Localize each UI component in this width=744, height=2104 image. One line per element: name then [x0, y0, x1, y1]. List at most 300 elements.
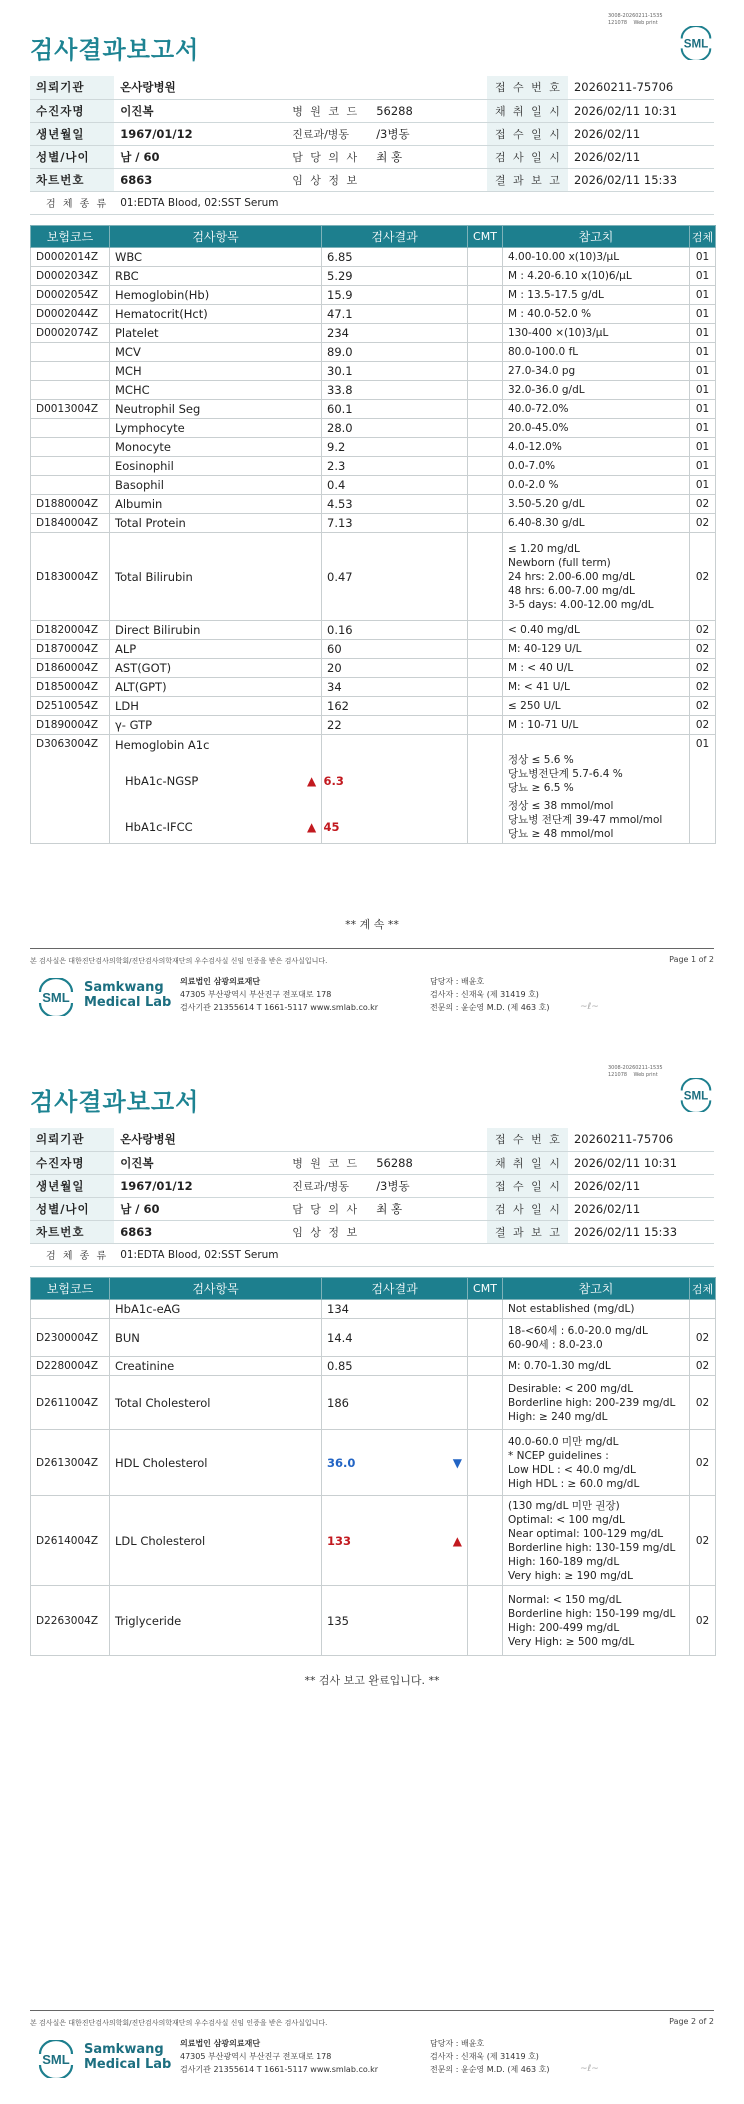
ref-range: ≤ 1.20 mg/dL Newborn (full term) 24 hrs: 2.00-6.00 mg/dL 48 hrs: 6.00-7.00 mg/dL 3-5 days: 4.00-12.00 mg/dL	[503, 533, 690, 621]
result-value: 5.29	[327, 269, 353, 283]
page-number: Page 2 of 2	[669, 2017, 714, 2026]
sex-value: 남 / 60	[114, 1197, 292, 1220]
specimen-code: 01	[690, 305, 716, 324]
ref-range: M : 4.20-6.10 x(10)6/µL	[503, 267, 690, 286]
hcode-label: 병 원 코 드	[292, 99, 370, 122]
specimen-code: 02	[690, 640, 716, 659]
result-value: 9.2	[327, 440, 346, 454]
coll-label: 채 취 일 시	[487, 99, 568, 122]
specimen-code: 02	[690, 716, 716, 735]
ref-range: 40.0-60.0 미만 mg/dL * NCEP guidelines : Low HDL : < 40.0 mg/dL High HDL : ≥ 60.0 mg/dL	[503, 1430, 690, 1496]
result-cell	[322, 495, 468, 514]
insurance-code: D2263004Z	[31, 1586, 110, 1656]
ref-range: M: 40-129 U/L	[503, 640, 690, 659]
org-value: 온사랑병원	[114, 76, 487, 99]
result-value: 15.9	[327, 288, 353, 302]
test-item: MCV	[110, 343, 322, 362]
chart-label: 차트번호	[30, 168, 114, 191]
cmt-cell	[468, 697, 503, 716]
high-flag-icon: ▲	[307, 774, 317, 788]
test-item: LDL Cholesterol	[110, 1496, 322, 1586]
result-cell	[322, 678, 468, 697]
report-label: 결 과 보 고	[487, 1220, 568, 1243]
specimen-code: 01	[690, 267, 716, 286]
print-stamp: 3008-20260211-1535 121078 Web print	[608, 1065, 663, 1078]
chart-label: 차트번호	[30, 1220, 114, 1243]
ref-range: ≤ 250 U/L	[503, 697, 690, 716]
cmt-cell	[468, 659, 503, 678]
hcode-value: 56288	[370, 1151, 487, 1174]
table-row	[31, 1319, 716, 1357]
cmt-cell	[468, 640, 503, 659]
insurance-code	[31, 457, 110, 476]
table-row	[31, 362, 716, 381]
footer-address	[180, 975, 378, 1014]
page-number: Page 1 of 2	[669, 955, 714, 964]
ref-range: 40.0-72.0%	[503, 400, 690, 419]
sml-logo	[678, 1078, 714, 1112]
insurance-code: D1870004Z	[31, 640, 110, 659]
result-cell	[322, 533, 468, 621]
recv-value: 20260211-75706	[568, 1128, 714, 1151]
test-item	[110, 735, 322, 844]
specimen-code	[690, 1300, 716, 1319]
patient-info-table	[30, 1128, 714, 1267]
report-value: 2026/02/11 15:33	[568, 1220, 714, 1243]
logo-text: SML	[42, 990, 70, 1005]
cmt-cell	[468, 305, 503, 324]
result-value: 4.53	[327, 497, 353, 511]
brand-line2: Medical Lab	[84, 995, 172, 1010]
table-row	[31, 305, 716, 324]
ifcc-value: 45	[323, 820, 340, 834]
insurance-code: D2300004Z	[31, 1319, 110, 1357]
table-row	[31, 716, 716, 735]
sml-logo-icon	[678, 1078, 714, 1112]
specimen-code: 02	[690, 1319, 716, 1357]
insurance-code	[31, 381, 110, 400]
ref-range: 27.0-34.0 pg	[503, 362, 690, 381]
accept-label: 접 수 일 시	[487, 1174, 568, 1197]
ref-range: M: 0.70-1.30 mg/dL	[503, 1357, 690, 1376]
insurance-code	[31, 476, 110, 495]
ref-range: 32.0-36.0 g/dL	[503, 381, 690, 400]
cmt-cell	[468, 1586, 503, 1656]
col-ref: 참고치	[503, 226, 690, 248]
result-cell	[322, 286, 468, 305]
table-row	[31, 419, 716, 438]
ref-range: < 0.40 mg/dL	[503, 621, 690, 640]
col-ref: 참고치	[503, 1278, 690, 1300]
result-value: 0.4	[327, 478, 346, 492]
insurance-code	[31, 438, 110, 457]
ifcc-result	[307, 820, 442, 834]
col-item: 검사항목	[110, 1278, 322, 1300]
col-specimen: 검체	[690, 1278, 716, 1300]
insurance-code: D0002014Z	[31, 248, 110, 267]
org-value: 온사랑병원	[114, 1128, 487, 1151]
insurance-code: D2614004Z	[31, 1496, 110, 1586]
logo-text: SML	[42, 2052, 70, 2067]
report-page-2	[0, 1052, 744, 2104]
col-specimen: 검체	[690, 226, 716, 248]
result-value: 20	[327, 661, 342, 675]
table-row	[31, 324, 716, 343]
specimen-code: 01	[690, 476, 716, 495]
footer-address	[180, 2037, 378, 2076]
recv-value: 20260211-75706	[568, 76, 714, 99]
specimen-code: 02	[690, 1376, 716, 1430]
insurance-code: D2611004Z	[31, 1376, 110, 1430]
address: 47305 부산광역시 부산진구 전포대로 178	[180, 990, 332, 999]
insurance-code: D2613004Z	[31, 1430, 110, 1496]
table-row	[31, 533, 716, 621]
result-cell	[322, 1586, 468, 1656]
specimen-code: 02	[690, 659, 716, 678]
table-row	[31, 1496, 716, 1586]
test-item: Basophil	[110, 476, 322, 495]
name-label: 수진자명	[30, 1151, 114, 1174]
ref-range: 4.00-10.00 x(10)3/µL	[503, 248, 690, 267]
test-item: MCHC	[110, 381, 322, 400]
insurance-code: D1880004Z	[31, 495, 110, 514]
footer-divider	[30, 948, 714, 949]
signature-mark: ~ℓ~	[580, 2064, 599, 2074]
hcode-label: 병 원 코 드	[292, 1151, 370, 1174]
specimen-code: 02	[690, 495, 716, 514]
test-item: WBC	[110, 248, 322, 267]
contact: 검사기관 21355614 T 1661-5117 www.smlab.co.kr	[180, 1003, 379, 1012]
test-item: Total Bilirubin	[110, 533, 322, 621]
ref-range: Not established (mg/dL)	[503, 1300, 690, 1319]
coll-value: 2026/02/11 10:31	[568, 99, 714, 122]
specimen-code: 02	[690, 1430, 716, 1496]
result-value: 186	[327, 1395, 349, 1410]
result-cell	[322, 514, 468, 533]
cmt-cell	[468, 267, 503, 286]
ifcc-item: HbA1c-IFCC	[125, 820, 193, 834]
recv-label: 접 수 번 호	[487, 76, 568, 99]
ref-range: 20.0-45.0%	[503, 419, 690, 438]
specimen-code: 02	[690, 1496, 716, 1586]
document-title: 검사결과보고서	[30, 1088, 200, 1116]
ref-range: Desirable: < 200 mg/dL Borderline high: 200-239 mg/dL High: ≥ 240 mg/dL	[503, 1376, 690, 1430]
chart-value: 6863	[114, 168, 292, 191]
table-row	[31, 697, 716, 716]
insurance-code: D3063004Z	[31, 735, 110, 844]
result-value: 135	[327, 1613, 349, 1628]
col-result: 검사결과	[322, 1278, 468, 1300]
brand-line2: Medical Lab	[84, 2057, 172, 2072]
ref-range: M : 10-71 U/L	[503, 716, 690, 735]
brand-line1: Samkwang	[84, 980, 164, 995]
cmt-cell	[468, 533, 503, 621]
table-row	[31, 286, 716, 305]
col-code: 보험코드	[31, 226, 110, 248]
result-cell	[322, 1496, 468, 1586]
specimen-code: 01	[690, 286, 716, 305]
table-row	[31, 457, 716, 476]
manager: 담당자 : 배윤호	[430, 977, 485, 986]
hba1c-title: Hemoglobin A1c	[115, 738, 210, 752]
result-cell	[322, 1357, 468, 1376]
specialist: 전문의 : 윤순영 M.D. (제 463 호)	[430, 1003, 550, 1012]
cmt-cell	[468, 1300, 503, 1319]
test-item: Hematocrit(Hct)	[110, 305, 322, 324]
insurance-code	[31, 419, 110, 438]
result-cell	[322, 381, 468, 400]
insurance-code: D0002034Z	[31, 267, 110, 286]
insurance-code: D1830004Z	[31, 533, 110, 621]
cmt-cell	[468, 514, 503, 533]
specimen-label: 검 체 종 류	[30, 191, 114, 214]
result-cell	[307, 735, 468, 844]
logo-text: SML	[683, 37, 709, 51]
result-value: 162	[327, 699, 349, 713]
test-item: LDH	[110, 697, 322, 716]
patient-info-table	[30, 76, 714, 215]
specialist: 전문의 : 윤순영 M.D. (제 463 호)	[430, 2065, 550, 2074]
dob-value: 1967/01/12	[114, 1174, 292, 1197]
manager: 담당자 : 배윤호	[430, 2039, 485, 2048]
footer-sml-logo-icon	[36, 978, 76, 1016]
result-cell	[322, 267, 468, 286]
insurance-code: D1860004Z	[31, 659, 110, 678]
cmt-cell	[468, 457, 503, 476]
dept-label: 진료과/병동	[292, 1174, 370, 1197]
accept-label: 접 수 일 시	[487, 122, 568, 145]
name-value: 이진복	[114, 99, 292, 122]
test-label: 검 사 일 시	[487, 145, 568, 168]
accept-value: 2026/02/11	[568, 122, 714, 145]
accept-value: 2026/02/11	[568, 1174, 714, 1197]
cmt-cell	[468, 324, 503, 343]
test-item: Creatinine	[110, 1357, 322, 1376]
result-value: 47.1	[327, 307, 353, 321]
result-value: 14.4	[327, 1330, 353, 1345]
table-row	[31, 400, 716, 419]
result-cell	[322, 1430, 468, 1496]
brand-line1: Samkwang	[84, 2042, 164, 2057]
specimen-value: 01:EDTA Blood, 02:SST Serum	[114, 1243, 714, 1266]
cmt-cell	[468, 678, 503, 697]
table-row	[31, 438, 716, 457]
table-row	[31, 1376, 716, 1430]
sex-value: 남 / 60	[114, 145, 292, 168]
specimen-code: 02	[690, 678, 716, 697]
specimen-code: 01	[690, 419, 716, 438]
result-cell	[322, 621, 468, 640]
insurance-code: D1850004Z	[31, 678, 110, 697]
specimen-code: 02	[690, 1586, 716, 1656]
dept-label: 진료과/병동	[292, 122, 370, 145]
footer-logo	[36, 978, 76, 1016]
clinical-value	[370, 1220, 487, 1243]
dob-label: 생년월일	[30, 122, 114, 145]
result-value: 34	[327, 680, 342, 694]
dept-value: /3병동	[370, 1174, 487, 1197]
ref-range: M: < 41 U/L	[503, 678, 690, 697]
result-value: 0.47	[327, 569, 353, 584]
ngsp-item: HbA1c-NGSP	[125, 774, 199, 788]
test-value: 2026/02/11	[568, 1197, 714, 1220]
clinical-value	[370, 168, 487, 191]
result-cell	[322, 716, 468, 735]
name-label: 수진자명	[30, 99, 114, 122]
ref-range: 18-<60세 : 6.0-20.0 mg/dL 60-90세 : 8.0-23.0	[503, 1319, 690, 1357]
results-table-2	[30, 1277, 716, 1656]
specimen-code: 01	[690, 381, 716, 400]
cmt-cell	[468, 381, 503, 400]
insurance-code: D1820004Z	[31, 621, 110, 640]
cmt-cell	[468, 400, 503, 419]
test-item: Total Cholesterol	[110, 1376, 322, 1430]
result-value: 2.3	[327, 459, 346, 473]
result-cell	[322, 438, 468, 457]
ref-range: (130 mg/dL 미만 권장) Optimal: < 100 mg/dL Near optimal: 100-129 mg/dL Borderline high: 130-159 mg/dL High: 160-189 mg/dL Very high: ≥ 190 mg/dL	[503, 1496, 690, 1586]
insurance-code	[31, 1300, 110, 1319]
test-item: Albumin	[110, 495, 322, 514]
technician: 검사자 : 신재욱 (제 31419 호)	[430, 2052, 539, 2061]
cmt-cell	[468, 438, 503, 457]
doctor-value: 최 홍	[370, 1197, 487, 1220]
result-value: 134	[327, 1302, 349, 1316]
ref-range: 4.0-12.0%	[503, 438, 690, 457]
result-cell	[322, 419, 468, 438]
specimen-code: 01	[690, 438, 716, 457]
print-stamp: 3008-20260211-1535 121078 Web print	[608, 13, 663, 26]
insurance-code: D1890004Z	[31, 716, 110, 735]
ref-range: Normal: < 150 mg/dL Borderline high: 150-199 mg/dL High: 200-499 mg/dL Very High: ≥ 500 mg/dL	[503, 1586, 690, 1656]
result-value: 0.16	[327, 623, 353, 637]
specimen-code: 02	[690, 621, 716, 640]
result-cell	[322, 305, 468, 324]
table-row	[31, 495, 716, 514]
result-value: 22	[327, 718, 342, 732]
result-value: 6.85	[327, 250, 353, 264]
cmt-cell	[468, 362, 503, 381]
table-row	[31, 248, 716, 267]
footer-brand	[84, 2042, 171, 2072]
coll-value: 2026/02/11 10:31	[568, 1151, 714, 1174]
specimen-label: 검 체 종 류	[30, 1243, 114, 1266]
col-cmt: CMT	[468, 1278, 503, 1300]
table-row	[31, 514, 716, 533]
contact: 검사기관 21355614 T 1661-5117 www.smlab.co.kr	[180, 2065, 379, 2074]
result-cell	[322, 1319, 468, 1357]
table-row	[31, 640, 716, 659]
doctor-label: 담 당 의 사	[292, 145, 370, 168]
specimen-code: 01	[690, 324, 716, 343]
sml-logo	[678, 26, 714, 60]
ref-range: 3.50-5.20 g/dL	[503, 495, 690, 514]
ifcc-ref: 정상 ≤ 38 mmol/mol 당뇨병 전단계 39-47 mmol/mol 당뇨 ≥ 48 mmol/mol	[508, 800, 663, 840]
ref-range: M : < 40 U/L	[503, 659, 690, 678]
dob-value: 1967/01/12	[114, 122, 292, 145]
specimen-code: 02	[690, 697, 716, 716]
test-item: Total Protein	[110, 514, 322, 533]
table-row	[31, 476, 716, 495]
ref-range: M : 40.0-52.0 %	[503, 305, 690, 324]
test-item: Neutrophil Seg	[110, 400, 322, 419]
report-label: 결 과 보 고	[487, 168, 568, 191]
corp-name: 의료법인 삼광의료재단	[180, 2039, 261, 2048]
test-item: γ- GTP	[110, 716, 322, 735]
clinical-label: 임 상 정 보	[292, 1220, 370, 1243]
cmt-cell	[468, 1319, 503, 1357]
test-item: RBC	[110, 267, 322, 286]
cmt-cell	[468, 716, 503, 735]
result-cell	[322, 1300, 468, 1319]
result-cell	[322, 324, 468, 343]
footer-divider	[30, 2010, 714, 2011]
result-value: 7.13	[327, 516, 353, 530]
test-item: Eosinophil	[110, 457, 322, 476]
insurance-code: D2510054Z	[31, 697, 110, 716]
result-value: 30.1	[327, 364, 353, 378]
cmt-cell	[468, 476, 503, 495]
high-flag-icon: ▲	[452, 1533, 462, 1548]
doctor-value: 최 홍	[370, 145, 487, 168]
ref-range: 130-400 ×(10)3/µL	[503, 324, 690, 343]
address: 47305 부산광역시 부산진구 전포대로 178	[180, 2052, 332, 2061]
table-row	[31, 267, 716, 286]
table-row	[31, 621, 716, 640]
result-value: 234	[327, 326, 349, 340]
dob-label: 생년월일	[30, 1174, 114, 1197]
specimen-code: 01	[690, 343, 716, 362]
ref-range: 80.0-100.0 fL	[503, 343, 690, 362]
test-item: Monocyte	[110, 438, 322, 457]
result-value: 36.0	[327, 1455, 356, 1470]
ngsp-value: 6.3	[323, 774, 344, 788]
hcode-value: 56288	[370, 99, 487, 122]
low-flag-icon: ▼	[452, 1455, 462, 1470]
test-item: MCH	[110, 362, 322, 381]
specimen-code: 01	[690, 248, 716, 267]
cmt-cell	[468, 419, 503, 438]
corp-name: 의료법인 삼광의료재단	[180, 977, 261, 986]
result-cell	[322, 248, 468, 267]
cmt-cell	[468, 621, 503, 640]
name-value: 이진복	[114, 1151, 292, 1174]
test-value: 2026/02/11	[568, 145, 714, 168]
col-cmt: CMT	[468, 226, 503, 248]
end-text: ** 검사 보고 완료입니다. **	[304, 1674, 440, 1687]
accreditation-note: 본 검사실은 대한진단검사의학회/진단검사의학재단의 우수검사실 신임 인증을 받은 검사실입니다.	[30, 2019, 328, 2027]
footer-signatures	[430, 2037, 549, 2076]
ref-range: 0.0-2.0 %	[503, 476, 690, 495]
col-result: 검사결과	[322, 226, 468, 248]
accreditation-note: 본 검사실은 대한진단검사의학회/진단검사의학재단의 우수검사실 신임 인증을 받은 검사실입니다.	[30, 957, 328, 965]
table-row	[31, 343, 716, 362]
specimen-code: 01	[690, 457, 716, 476]
results-header-row	[31, 226, 716, 248]
signature-mark: ~ℓ~	[580, 1002, 599, 1012]
test-item: ALT(GPT)	[110, 678, 322, 697]
insurance-code: D2280004Z	[31, 1357, 110, 1376]
ref-range: 0.0-7.0%	[503, 457, 690, 476]
footer-brand	[84, 980, 171, 1010]
result-cell	[322, 400, 468, 419]
test-item: AST(GOT)	[110, 659, 322, 678]
cmt-cell	[468, 286, 503, 305]
insurance-code: D0002074Z	[31, 324, 110, 343]
result-value: 28.0	[327, 421, 353, 435]
specimen-code: 02	[690, 533, 716, 621]
result-cell	[322, 362, 468, 381]
test-item: Lymphocyte	[110, 419, 322, 438]
